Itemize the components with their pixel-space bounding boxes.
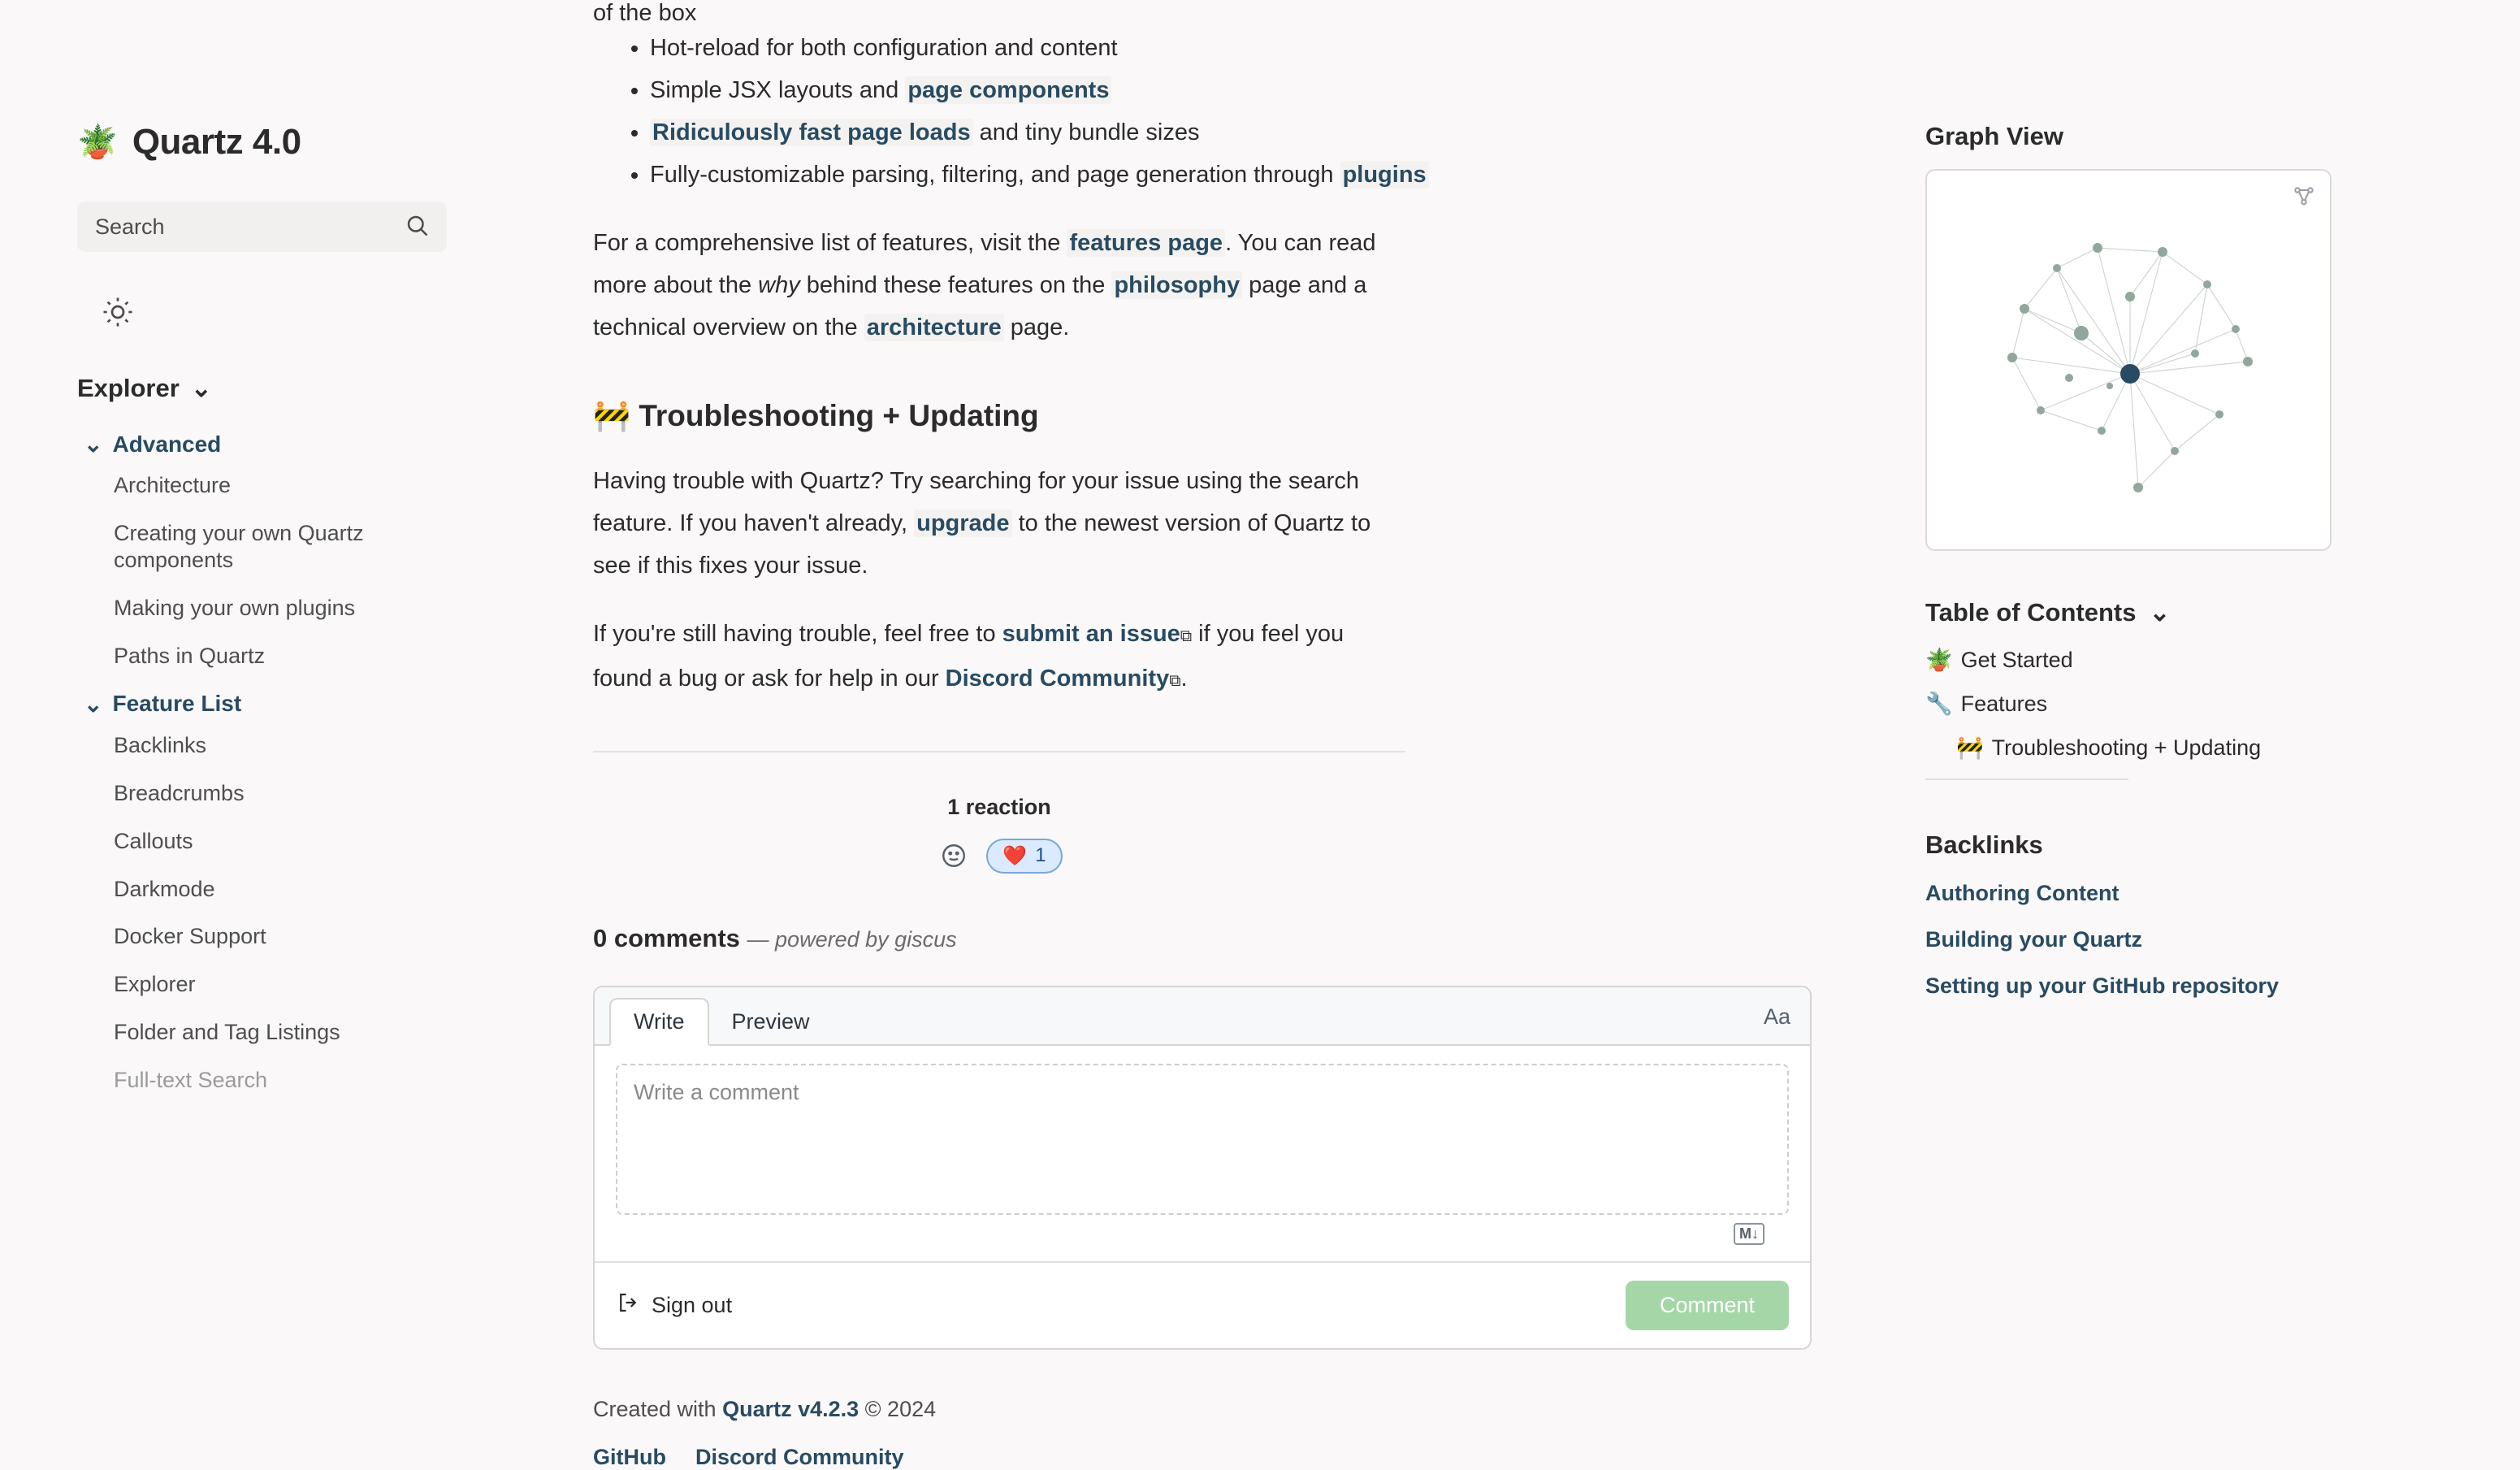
graph-view[interactable]	[1925, 169, 2332, 551]
sign-out-icon	[616, 1290, 640, 1320]
reactions-section	[593, 795, 1405, 874]
explorer-toggle[interactable]	[77, 374, 569, 403]
divider	[593, 751, 1405, 752]
feature-list	[593, 27, 1901, 196]
text: . You can read more about the	[593, 230, 1376, 298]
explorer-item[interactable]: Docker Support	[114, 924, 266, 949]
toc-item-label: Get Started	[1960, 648, 2073, 672]
sign-out-button[interactable]	[616, 1290, 732, 1320]
editor-tabs	[609, 999, 833, 1044]
folder-label: Advanced	[112, 431, 222, 457]
construction-icon: 🚧	[1956, 735, 1984, 760]
search-placeholder: Search	[95, 214, 165, 239]
external-link-icon: ⧉	[1169, 672, 1181, 690]
folder-label: Feature List	[112, 691, 242, 717]
truncated-line: of the box	[593, 0, 697, 26]
graph-view-title: Graph View	[1925, 122, 2063, 150]
list-item-text: Fully-customizable parsing, filtering, and page generation through	[650, 162, 1340, 188]
darkmode-toggle-button[interactable]	[98, 293, 137, 332]
page-title: Quartz 4.0	[132, 122, 301, 162]
sign-out-label: Sign out	[652, 1293, 733, 1317]
list-item-text: and tiny bundle sizes	[972, 119, 1200, 145]
link-discord-community[interactable]: Discord Community	[945, 666, 1170, 692]
external-link-icon: ⧉	[1180, 627, 1193, 645]
footer-copyright: © 2024	[859, 1397, 937, 1421]
explorer-item[interactable]: Breadcrumbs	[114, 780, 245, 805]
explorer-item[interactable]: Paths in Quartz	[114, 643, 266, 668]
graph-current-node	[2120, 364, 2140, 384]
explorer-item[interactable]: Darkmode	[114, 876, 215, 901]
link-upgrade[interactable]: upgrade	[914, 510, 1011, 537]
explorer-item[interactable]: Backlinks	[114, 732, 207, 757]
footer-quartz-link[interactable]: Quartz v4.2.3	[722, 1397, 859, 1421]
toc-item-features[interactable]	[1925, 691, 2471, 717]
list-item	[650, 69, 1901, 111]
markdown-hint-row	[616, 1215, 1789, 1245]
graph-canvas	[1927, 171, 2332, 551]
main-content	[569, 0, 1901, 1469]
table-of-contents-toggle[interactable]	[1925, 598, 2471, 627]
backlinks-title: Backlinks	[1925, 830, 2043, 859]
explorer-folder-advanced[interactable]	[84, 431, 569, 457]
expand-graph-icon[interactable]	[2291, 184, 2317, 214]
plant-icon: 🪴	[1925, 648, 1953, 672]
backlink-building-your-quartz[interactable]: Building your Quartz	[1925, 927, 2142, 952]
explorer-item[interactable]: Creating your own Quartz components	[114, 520, 364, 572]
text: .	[1180, 666, 1188, 692]
formatting-toggle[interactable]: Aa	[1763, 1004, 1790, 1029]
heart-icon: ❤️	[1002, 844, 1028, 867]
chevron-down-icon: ⌄	[84, 431, 103, 457]
text: behind these features on the	[799, 272, 1112, 298]
paragraph-troubleshooting	[593, 460, 1405, 587]
comment-textarea[interactable]: Write a comment	[616, 1064, 1789, 1215]
text: page and a technical overview on the	[593, 272, 1367, 340]
explorer-item[interactable]: Making your own plugins	[114, 595, 356, 620]
comments-powered-by: — powered by giscus	[747, 927, 957, 952]
footer-link-github[interactable]: GitHub	[593, 1445, 666, 1469]
footer-created-with: Created with	[593, 1397, 723, 1421]
list-item	[650, 27, 1901, 69]
add-reaction-button[interactable]	[936, 838, 972, 874]
toc-item-label: Troubleshooting + Updating	[1991, 735, 2262, 760]
backlink-authoring-content[interactable]: Authoring Content	[1925, 881, 2119, 905]
explorer-item[interactable]: Full-text Search	[114, 1068, 268, 1093]
link-philosophy[interactable]: philosophy	[1111, 271, 1242, 299]
heart-reaction-button[interactable]	[986, 839, 1062, 874]
paragraph-features	[593, 222, 1405, 349]
text: For a comprehensive list of features, visit the	[593, 230, 1067, 256]
explorer-item[interactable]: Architecture	[114, 473, 232, 497]
explorer-item[interactable]: Explorer	[114, 972, 196, 997]
wrench-icon: 🔧	[1925, 692, 1953, 716]
footer-link-discord[interactable]: Discord Community	[695, 1445, 904, 1469]
editor-tabs-row	[595, 987, 1810, 1046]
tab-write[interactable]: Write	[609, 998, 709, 1046]
tab-preview[interactable]: Preview	[731, 1009, 810, 1034]
comments-header	[593, 924, 1901, 953]
submit-comment-button[interactable]: Comment	[1626, 1281, 1789, 1330]
footer-links	[593, 1445, 1901, 1470]
chevron-down-icon: ⌄	[190, 374, 212, 402]
editor-area	[595, 1046, 1810, 1245]
reaction-count-label: 1 reaction	[947, 795, 1051, 819]
list-item-text: Simple JSX layouts and	[650, 77, 906, 103]
search-icon	[405, 213, 429, 241]
link-submit-an-issue[interactable]: submit an issue	[1002, 621, 1180, 647]
toc-item-get-started[interactable]	[1925, 647, 2471, 673]
list-item	[650, 154, 1901, 196]
text: If you're still having trouble, feel free to	[593, 621, 1002, 647]
list-item	[650, 111, 1901, 154]
link-page-components[interactable]: page components	[905, 76, 1111, 104]
link-fast-page-loads[interactable]: Ridiculously fast page loads	[650, 119, 973, 146]
left-sidebar	[0, 0, 569, 1453]
comment-editor	[593, 986, 1812, 1350]
text: Having trouble with Quartz? Try searching for your issue using the search feature. If you haven't already,	[593, 468, 1359, 536]
comments-count: 0 comments	[593, 924, 740, 952]
text: if you feel you found a bug or ask for help in our	[593, 621, 1344, 692]
toc-item-troubleshooting[interactable]	[1956, 735, 2471, 761]
text: to the newest version of Quartz to see if this fixes your issue.	[593, 510, 1371, 579]
chevron-down-icon: ⌄	[84, 691, 103, 717]
explorer-folder-feature-list[interactable]	[84, 691, 569, 718]
reaction-row	[593, 838, 1405, 874]
emphasis-why: why	[758, 272, 800, 298]
toc-title: Table of Contents	[1925, 598, 2137, 627]
explorer-item[interactable]: Callouts	[114, 828, 193, 853]
heart-reaction-count: 1	[1035, 844, 1046, 866]
backlink-github-repository[interactable]: Setting up your GitHub repository	[1925, 973, 2280, 998]
site-header[interactable]	[77, 122, 569, 163]
link-architecture[interactable]: architecture	[864, 314, 1004, 341]
section-heading-troubleshooting: 🚧 Troubleshooting + Updating	[593, 399, 1039, 432]
footer	[593, 1397, 1901, 1470]
link-features-page[interactable]: features page	[1067, 229, 1225, 257]
link-plugins[interactable]: plugins	[1340, 161, 1429, 189]
editor-footer	[595, 1261, 1810, 1348]
list-item-text: Hot-reload for both configuration and content	[650, 35, 1118, 61]
explorer-label: Explorer	[77, 374, 180, 402]
paragraph-support	[593, 613, 1405, 702]
text: page.	[1003, 314, 1070, 340]
search-input[interactable]	[77, 202, 447, 252]
plant-icon: 🪴	[77, 124, 118, 160]
right-sidebar	[1901, 0, 2520, 1453]
markdown-icon: M↓	[1734, 1223, 1764, 1245]
toc-item-label: Features	[1960, 692, 2048, 716]
toc-divider	[1925, 778, 2128, 780]
chevron-down-icon: ⌄	[2149, 598, 2171, 627]
explorer-item[interactable]: Folder and Tag Listings	[114, 1020, 340, 1045]
